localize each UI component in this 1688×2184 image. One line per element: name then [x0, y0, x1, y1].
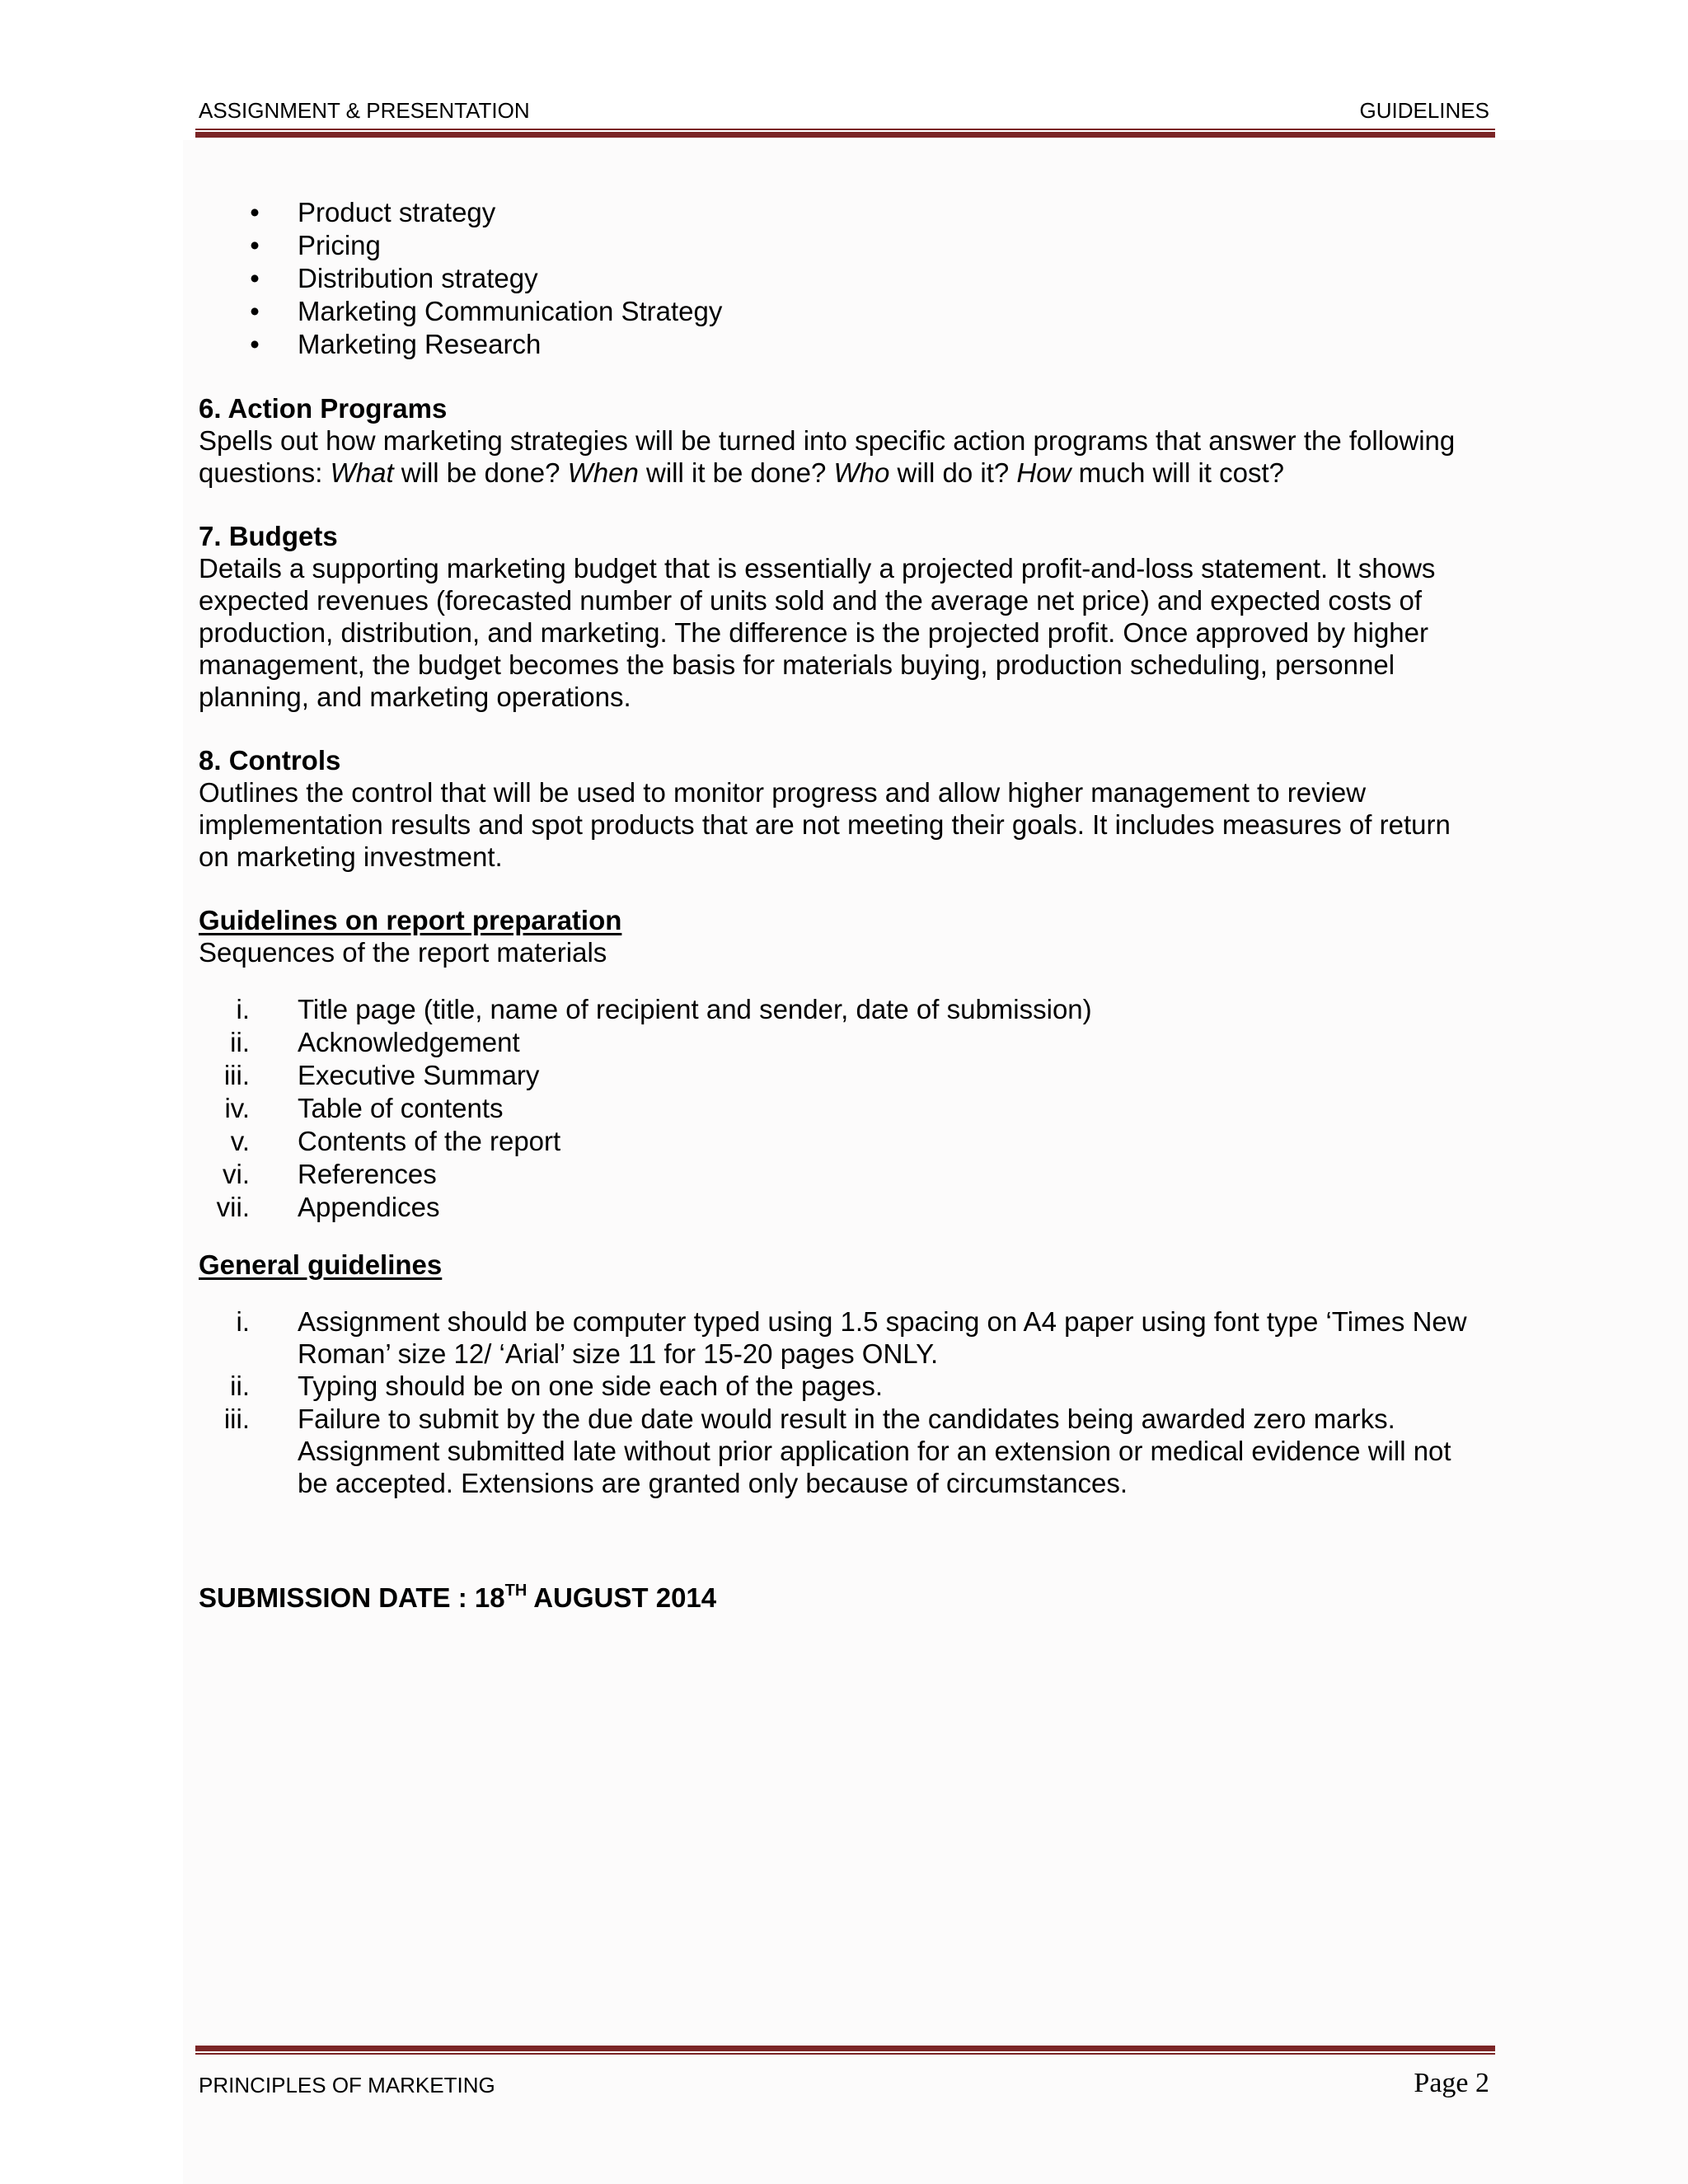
list-item: • Marketing Communication Strategy: [199, 295, 1501, 328]
list-item: vii. Appendices: [216, 1192, 440, 1222]
list-item: iii. Failure to submit by the due date would result in the candidates being awarded zero marks. Assignment submitted late without prior application for an extension or medical evidence will not be accepted. Extensions are granted only because of circumstances.: [223, 1404, 1451, 1498]
general-guidelines-list: [199, 1305, 1501, 1499]
list-item: • Marketing Research: [199, 328, 1501, 361]
bullet-icon: •: [250, 230, 260, 260]
paragraph-line: Outlines the control that will be used to monitor progress and allow higher management to review: [199, 777, 1367, 808]
header-rule: [195, 129, 1495, 138]
list-item: i. Assignment should be computer typed using 1.5 spacing on A4 paper using font type ‘Times New Roman’ size 12/ ‘Arial’ size 11 for 15-20 pages ONLY.: [236, 1306, 1467, 1369]
paragraph-line: expected revenues (forecasted number of units sold and the average net price) and expected costs of: [199, 585, 1423, 616]
list-item: iv. Table of contents: [224, 1093, 504, 1123]
list-item: • Product strategy: [199, 196, 1501, 229]
list-item: i. Title page (title, name of recipient and sender, date of submission): [236, 994, 1092, 1024]
list-item: ii. Acknowledgement: [230, 1027, 520, 1057]
submission-date: SUBMISSION DATE : 18TH AUGUST 2014: [199, 1582, 717, 1613]
header-right-text: GUIDELINES: [1359, 98, 1489, 123]
strategy-list: [199, 196, 1501, 361]
section-heading-report-preparation: Guidelines on report preparation: [199, 905, 622, 935]
section-heading-controls: 8. Controls: [199, 745, 341, 776]
list-item: v. Contents of the report: [230, 1126, 561, 1156]
section-heading-action-programs: 6. Action Programs: [199, 393, 448, 424]
list-item: iii. Executive Summary: [223, 1060, 540, 1090]
paragraph-line: Spells out how marketing strategies will be turned into specific action programs that answer the following: [199, 425, 1456, 456]
page-content: [199, 196, 1501, 1614]
bullet-icon: •: [250, 329, 260, 359]
list-item: vi. References: [223, 1159, 437, 1189]
paragraph-line: planning, and marketing operations.: [199, 682, 631, 712]
footer-left-text: PRINCIPLES OF MARKETING: [199, 2073, 495, 2097]
paragraph-line: production, distribution, and marketing. The difference is the projected profit. Once approved by higher: [199, 617, 1428, 648]
list-item: • Pricing: [199, 229, 1501, 262]
section-heading-budgets: 7. Budgets: [199, 521, 338, 551]
action-questions: questions: What will be done? When will it be done? Who will do it? How much will it cost?: [199, 457, 1285, 488]
list-item: • Distribution strategy: [199, 262, 1501, 295]
bullet-icon: •: [250, 296, 260, 326]
section-heading-general-guidelines: General guidelines: [199, 1249, 443, 1280]
bullet-icon: •: [250, 263, 260, 293]
paragraph-line: Details a supporting marketing budget that is essentially a projected profit-and-loss statement. It shows: [199, 553, 1436, 583]
header-left-text: ASSIGNMENT & PRESENTATION: [199, 98, 530, 123]
page-footer: [199, 2067, 1494, 2100]
page-header: [199, 99, 1494, 122]
paragraph-line: implementation results and spot products that are not meeting their goals. It includes measures of return: [199, 809, 1451, 840]
paragraph-line: management, the budget becomes the basis for materials buying, production scheduling, personnel: [199, 649, 1395, 680]
list-item: ii. Typing should be on one side each of the pages.: [230, 1371, 884, 1401]
paragraph-line: on marketing investment.: [199, 841, 503, 872]
section-subtitle: Sequences of the report materials: [199, 937, 607, 968]
report-sequence-list: [199, 993, 1501, 1224]
footer-rule: [195, 2046, 1495, 2055]
bullet-icon: •: [250, 197, 260, 227]
page-number: Page 2: [1414, 2068, 1489, 2098]
